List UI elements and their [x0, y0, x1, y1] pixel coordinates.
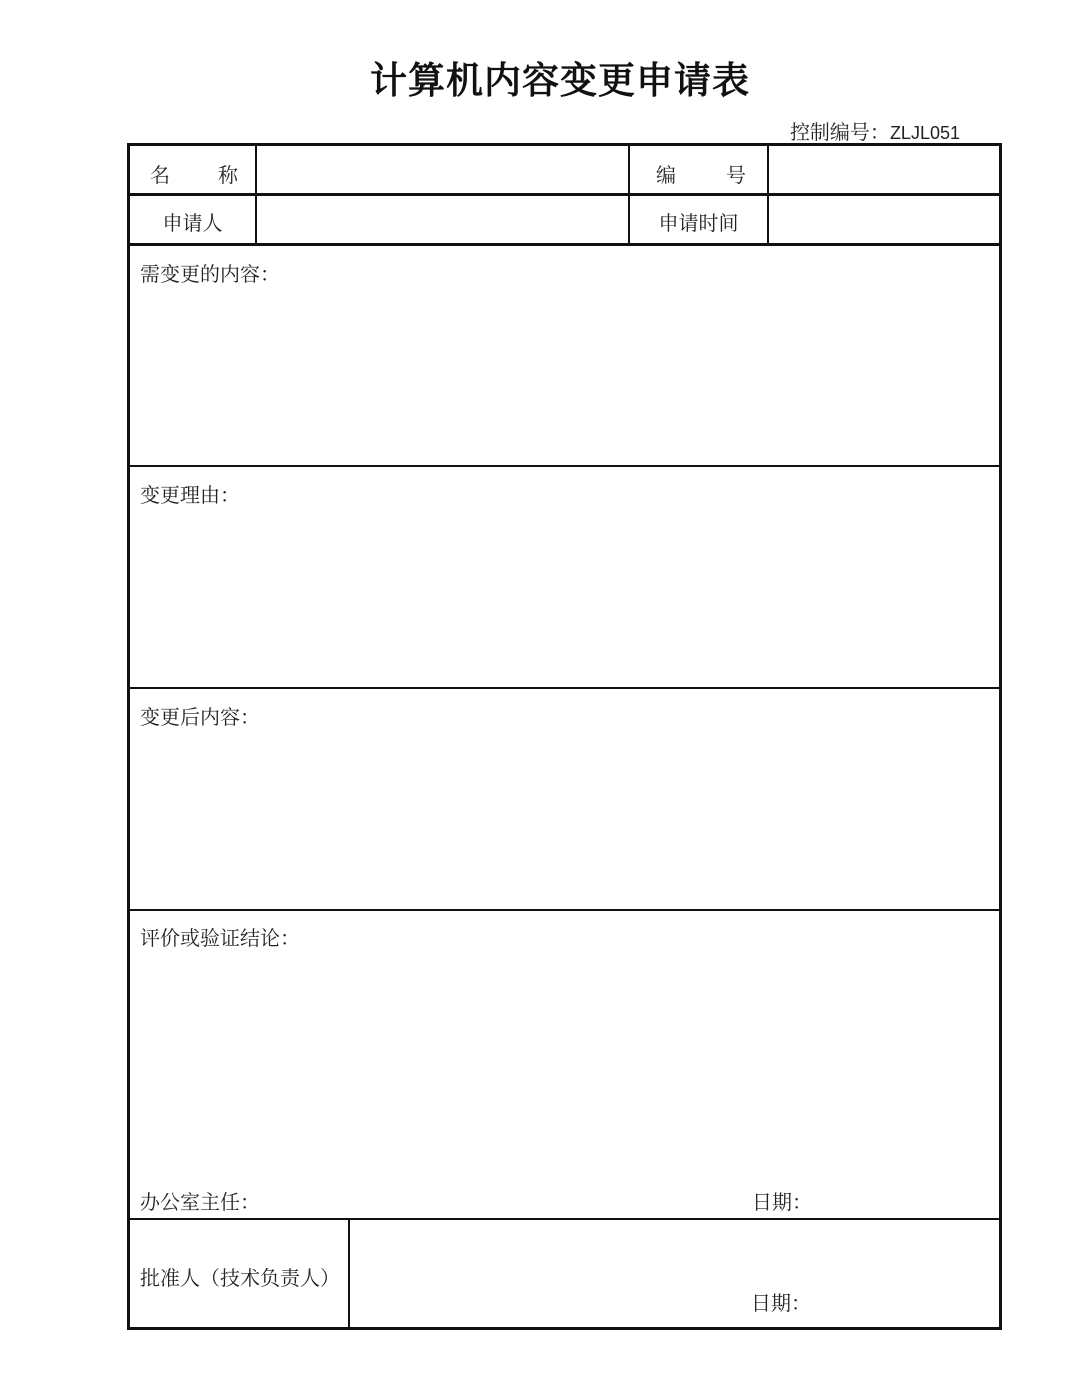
number-label	[656, 163, 746, 187]
name-field[interactable]	[257, 148, 628, 193]
name-label	[150, 163, 238, 187]
date-label: 日期：	[752, 1190, 812, 1214]
approval-date-label: 日期：	[751, 1291, 811, 1315]
approver-label: 批准人（技术负责人）	[140, 1266, 340, 1290]
content-after-change-area[interactable]	[130, 689, 999, 909]
office-director-label: 办公室主任：	[140, 1190, 260, 1214]
applicant-field[interactable]	[257, 196, 628, 243]
content-after-change-label: 变更后内容：	[140, 705, 260, 729]
control-number-label: 控制编号：	[789, 120, 890, 144]
content-to-change-label: 需变更的内容：	[140, 262, 280, 286]
number-label-char: 号	[726, 163, 746, 187]
control-number-value: ZLJL051	[889, 123, 960, 143]
content-to-change-area[interactable]	[130, 246, 999, 465]
evaluation-area[interactable]	[130, 911, 999, 1218]
change-reason-label: 变更理由：	[140, 483, 240, 507]
applicant-label: 申请人	[162, 211, 223, 235]
name-label-char: 称	[218, 163, 238, 187]
apply-time-label: 申请时间	[658, 211, 739, 235]
control-number	[700, 116, 960, 145]
apply-time-field[interactable]	[769, 196, 999, 243]
number-label-char: 编	[656, 163, 676, 187]
form-title: 计算机内容变更申请表	[370, 59, 750, 102]
number-field[interactable]	[769, 148, 999, 193]
change-request-form	[127, 143, 1002, 1330]
evaluation-label: 评价或验证结论：	[140, 926, 300, 950]
approver-field[interactable]	[350, 1220, 999, 1327]
change-reason-area[interactable]	[130, 467, 999, 687]
name-label-char: 名	[150, 163, 170, 187]
